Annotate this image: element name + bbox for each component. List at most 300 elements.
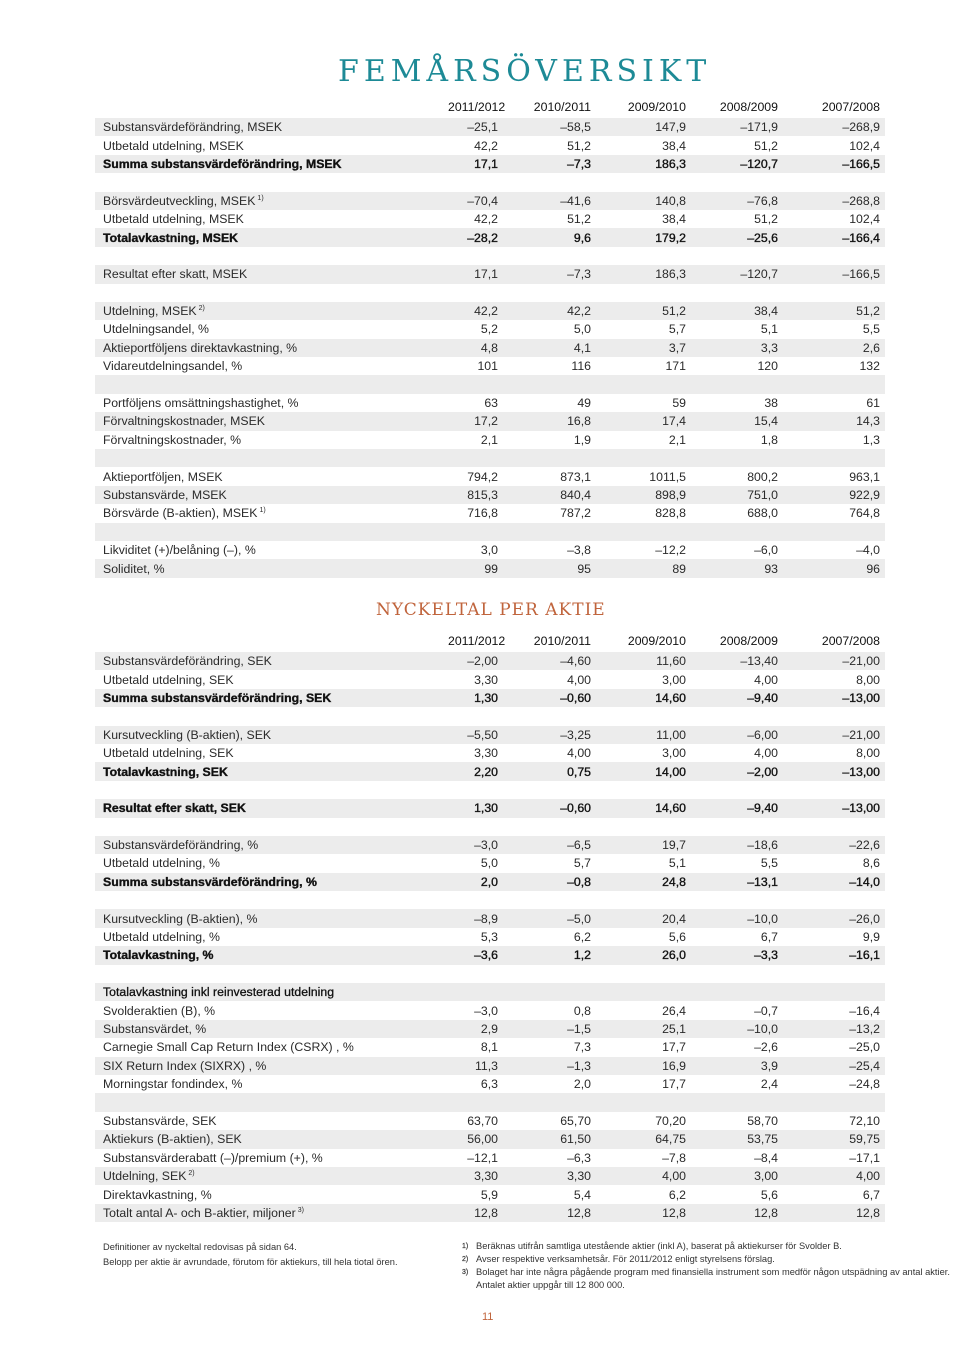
value-cell: –21,00 <box>842 654 880 669</box>
year-header: 2009/2010 <box>627 634 686 648</box>
row-label-text: Förvaltningskostnader, MSEK <box>103 414 265 429</box>
value-cell: 95 <box>577 561 591 576</box>
value-cell: –6,00 <box>747 727 778 742</box>
row-label-text: Utbetald utdelning, MSEK <box>103 138 244 153</box>
row-label <box>95 1114 448 1128</box>
value-cell: 102,4 <box>849 212 880 227</box>
value-cell: 42,2 <box>474 304 498 319</box>
table-row <box>95 284 885 302</box>
value-cell: 828,8 <box>655 506 686 521</box>
year-header: 2007/2008 <box>821 634 880 648</box>
footnote-text: Bolaget har inte några pågående program med finansiella instrument som medför någon utspädning av antal aktier. <box>476 1267 950 1277</box>
row-label-text: Resultat efter skatt, SEK <box>103 801 246 816</box>
footer-note: Definitioner av nyckeltal redovisas på sidan 64. <box>103 1242 297 1252</box>
table-row <box>95 670 885 688</box>
value-cell: 1,2 <box>573 948 591 963</box>
table-row <box>95 228 885 246</box>
footer-notes <box>103 1240 398 1270</box>
value-cell: –28,2 <box>467 230 498 245</box>
value-cell: –6,0 <box>754 543 778 558</box>
row-label <box>95 838 448 852</box>
year-header: 2011/2012 <box>448 100 506 114</box>
table-row <box>95 1185 885 1203</box>
value-cell: 4,00 <box>754 672 778 687</box>
table-row <box>95 412 885 430</box>
value-cell: –6,5 <box>567 838 591 853</box>
value-cell: 65,70 <box>560 1113 591 1128</box>
row-label-text: Utbetald utdelning, % <box>103 930 220 945</box>
value-cell: 3,0 <box>480 543 498 558</box>
row-label-text: Totalavkastning inkl reinvesterad utdelning <box>103 985 335 1000</box>
value-cell: 840,4 <box>560 488 591 502</box>
row-label <box>95 506 448 520</box>
value-cell: 102,4 <box>849 138 880 153</box>
value-cell: 16,9 <box>662 1058 686 1073</box>
row-label-text: Aktiekurs (B-aktien), SEK <box>103 1132 242 1147</box>
value-cell: 93 <box>764 561 778 576</box>
row-label <box>95 139 448 153</box>
row-label-text: Summa substansvärdeförändring, MSEK <box>103 156 342 171</box>
value-cell: 4,00 <box>567 746 591 761</box>
value-cell: 51,2 <box>662 304 686 319</box>
value-cell: –16,4 <box>849 1003 880 1018</box>
row-label-text: Substansvärde, SEK <box>103 1113 217 1128</box>
value-cell: 963,1 <box>849 469 880 484</box>
row-label <box>95 930 448 944</box>
row-label <box>95 341 448 355</box>
value-cell: –7,3 <box>567 267 591 282</box>
value-cell: 14,00 <box>655 764 686 779</box>
value-cell: 9,9 <box>862 930 880 945</box>
value-cell: 120 <box>757 359 778 374</box>
row-label <box>95 304 448 318</box>
table-row <box>95 523 885 541</box>
row-label-text: Substansvärdeförändring, SEK <box>103 654 272 669</box>
value-cell: 4,1 <box>573 340 591 355</box>
value-cell: 17,1 <box>474 267 498 282</box>
row-label <box>95 1040 448 1054</box>
footnote-text: Antalet aktier uppgår till 12 800 000. <box>476 1280 625 1290</box>
table-row <box>95 854 885 872</box>
value-cell: 2,1 <box>480 432 498 447</box>
value-cell: 63,70 <box>467 1113 498 1128</box>
row-label <box>95 985 448 999</box>
footnote <box>462 1279 950 1292</box>
table-row <box>95 1167 885 1185</box>
row-label-text: Utbetald utdelning, SEK <box>103 672 234 687</box>
value-cell: 5,9 <box>480 1187 498 1202</box>
value-cell: 764,8 <box>849 506 880 521</box>
value-cell: 26,4 <box>662 1003 686 1018</box>
row-label <box>95 1022 448 1036</box>
row-label <box>95 765 448 779</box>
row-label-text: Substansvärdeförändring, % <box>103 838 259 853</box>
value-cell: 42,2 <box>474 212 498 227</box>
year-header: 2009/2010 <box>627 100 686 114</box>
value-cell: –4,60 <box>560 654 591 669</box>
table-row <box>95 320 885 338</box>
row-label <box>95 212 448 226</box>
row-label <box>95 1169 448 1183</box>
table-row <box>95 265 885 283</box>
value-cell: –5,50 <box>467 727 498 742</box>
value-cell: 12,8 <box>856 1205 880 1220</box>
row-label <box>95 433 448 447</box>
value-cell: –18,6 <box>747 838 778 853</box>
value-cell: 63 <box>484 396 498 411</box>
value-cell: 12,8 <box>662 1205 686 1220</box>
table-row <box>95 873 885 891</box>
value-cell: 800,2 <box>747 469 778 484</box>
table-row <box>95 781 885 799</box>
footnote <box>462 1266 950 1279</box>
value-cell: –3,0 <box>474 838 498 853</box>
table-row <box>95 192 885 210</box>
value-cell: 3,30 <box>474 1169 498 1184</box>
row-label-text: Börsvärdeutveckling, MSEK <box>103 193 256 208</box>
year-header: 2011/2012 <box>448 634 506 648</box>
table-row <box>95 504 885 522</box>
value-cell: 3,00 <box>662 746 686 761</box>
value-cell: –166,5 <box>842 267 880 282</box>
row-label-text: Totalavkastning, SEK <box>103 764 228 779</box>
footnote-ref: 2) <box>198 305 205 313</box>
table-row <box>95 541 885 559</box>
value-cell: 5,4 <box>573 1187 591 1202</box>
value-cell: –2,00 <box>747 764 778 779</box>
value-cell: 61 <box>866 396 880 411</box>
year-header: 2008/2009 <box>719 634 778 648</box>
value-cell: 6,7 <box>862 1187 880 1202</box>
value-cell: 3,7 <box>668 340 686 355</box>
value-cell: –4,0 <box>856 543 880 558</box>
value-cell: 3,00 <box>662 672 686 687</box>
row-label-text: Totalavkastning, % <box>103 948 214 963</box>
value-cell: 17,7 <box>662 1040 686 1055</box>
row-label-text: Substansvärdet, % <box>103 1022 207 1036</box>
value-cell: 51,2 <box>567 212 591 227</box>
table-row <box>95 1093 885 1111</box>
value-cell: 58,70 <box>747 1113 778 1128</box>
value-cell: –120,7 <box>740 267 778 282</box>
value-cell: 49 <box>577 396 591 411</box>
value-cell: 5,3 <box>480 930 498 945</box>
value-cell: –13,00 <box>842 690 880 705</box>
row-label <box>95 414 448 428</box>
value-cell: –3,3 <box>754 948 778 963</box>
value-cell: –13,40 <box>740 654 778 669</box>
value-cell: –268,9 <box>842 120 880 135</box>
value-cell: 4,00 <box>754 746 778 761</box>
table-row <box>95 762 885 780</box>
table-row <box>95 559 885 577</box>
value-cell: 61,50 <box>560 1132 591 1147</box>
row-label <box>95 856 448 870</box>
value-cell: 5,5 <box>862 322 880 337</box>
value-cell: 5,6 <box>668 930 686 945</box>
value-cell: 38,4 <box>662 212 686 227</box>
value-cell: –5,0 <box>567 911 591 926</box>
value-cell: 51,2 <box>856 304 880 319</box>
value-cell: –12,2 <box>655 543 686 558</box>
table-row <box>95 836 885 854</box>
table-row <box>95 1038 885 1056</box>
row-label <box>95 157 448 171</box>
value-cell: –3,6 <box>474 948 498 963</box>
value-cell: –14,0 <box>849 874 880 889</box>
value-cell: 787,2 <box>560 506 591 521</box>
footnote-text: Avser respektive verksamhetsår. För 2011/2012 enligt styrelsens förslag. <box>476 1254 775 1264</box>
value-cell: 12,8 <box>567 1205 591 1220</box>
value-cell: 5,7 <box>573 856 591 871</box>
value-cell: –2,6 <box>754 1040 778 1055</box>
table-row <box>95 744 885 762</box>
footnote-ref: 1) <box>257 194 264 202</box>
value-cell: –12,1 <box>467 1150 498 1165</box>
row-label <box>95 912 448 926</box>
value-cell: 2,1 <box>668 432 686 447</box>
row-label-text: Summa substansvärdeförändring, SEK <box>103 690 332 705</box>
table-row <box>95 155 885 173</box>
value-cell: 922,9 <box>849 488 880 502</box>
value-cell: 26,0 <box>662 948 686 963</box>
row-label <box>95 120 448 134</box>
row-label <box>95 673 448 687</box>
table-header-row <box>95 630 885 652</box>
year-header: 2010/2011 <box>533 634 591 648</box>
table-row <box>95 1149 885 1167</box>
value-cell: 1,9 <box>573 432 591 447</box>
value-cell: –8,9 <box>474 911 498 926</box>
row-label-text: Aktieportföljen, MSEK <box>103 469 223 484</box>
value-cell: –3,25 <box>560 727 591 742</box>
value-cell: 70,20 <box>655 1113 686 1128</box>
value-cell: 5,7 <box>668 322 686 337</box>
value-cell: 6,7 <box>760 930 778 945</box>
row-label <box>95 470 448 484</box>
value-cell: 11,3 <box>474 1058 498 1073</box>
value-cell: –9,40 <box>747 801 778 816</box>
footnote <box>462 1253 950 1266</box>
value-cell: 5,5 <box>760 856 778 871</box>
row-label-text: Utdelning, SEK <box>103 1169 187 1184</box>
value-cell: 6,2 <box>668 1187 686 1202</box>
value-cell: 72,10 <box>849 1113 880 1128</box>
value-cell: –9,40 <box>747 690 778 705</box>
value-cell: –70,4 <box>467 193 498 208</box>
table-row <box>95 247 885 265</box>
value-cell: –25,1 <box>467 120 498 135</box>
value-cell: 1,30 <box>474 801 498 816</box>
value-cell: 5,1 <box>760 322 778 337</box>
value-cell: –13,00 <box>842 801 880 816</box>
table-row <box>95 909 885 927</box>
value-cell: –2,00 <box>467 654 498 669</box>
value-cell: 42,2 <box>567 304 591 319</box>
value-cell: –1,5 <box>567 1022 591 1036</box>
row-label-text: Likviditet (+)/belåning (–), % <box>103 543 256 558</box>
value-cell: 89 <box>672 561 686 576</box>
value-cell: –22,6 <box>849 838 880 853</box>
table-row <box>95 431 885 449</box>
value-cell: 3,9 <box>760 1058 778 1073</box>
value-cell: –0,7 <box>754 1003 778 1018</box>
value-cell: 898,9 <box>655 488 686 502</box>
row-label <box>95 875 448 889</box>
value-cell: 51,2 <box>754 212 778 227</box>
table-header-row <box>95 96 885 118</box>
value-cell: 873,1 <box>560 469 591 484</box>
value-cell: 59,75 <box>849 1132 880 1147</box>
row-label <box>95 267 448 281</box>
row-label-text: Börsvärde (B-aktien), MSEK <box>103 506 258 521</box>
table-row <box>95 1130 885 1148</box>
footer-note: Belopp per aktie är avrundade, förutom för aktiekurs, till hela tiotal ören. <box>103 1257 398 1267</box>
value-cell: 11,60 <box>656 654 686 669</box>
row-label <box>95 1188 448 1202</box>
footnote-ref: 2) <box>188 1170 195 1178</box>
row-label-text: Totalavkastning, MSEK <box>103 230 239 245</box>
table-row <box>95 357 885 375</box>
value-cell: 815,3 <box>467 488 498 502</box>
value-cell: –0,60 <box>560 690 591 705</box>
table-row <box>95 726 885 744</box>
row-label <box>95 1004 448 1018</box>
value-cell: 17,2 <box>474 414 498 429</box>
row-label <box>95 691 448 705</box>
value-cell: –0,60 <box>560 801 591 816</box>
row-label-text: SIX Return Index (SIXRX) , % <box>103 1058 267 1073</box>
row-label <box>95 562 448 576</box>
value-cell: –26,0 <box>849 911 880 926</box>
value-cell: 1,8 <box>760 432 778 447</box>
footnote-ref: 3) <box>297 1206 304 1214</box>
row-label-text: Summa substansvärdeförändring, % <box>103 874 317 889</box>
row-label <box>95 488 448 502</box>
table-row <box>95 1112 885 1130</box>
value-cell: 9,6 <box>573 230 591 245</box>
value-cell: 17,7 <box>662 1077 686 1092</box>
row-label <box>95 728 448 742</box>
value-cell: 2,20 <box>474 764 498 779</box>
value-cell: 1,30 <box>474 690 498 705</box>
value-cell: 7,3 <box>573 1040 591 1055</box>
row-label <box>95 1151 448 1165</box>
value-cell: 17,1 <box>474 156 498 171</box>
value-cell: –25,6 <box>747 230 778 245</box>
row-label <box>95 396 448 410</box>
value-cell: 147,9 <box>655 120 686 135</box>
value-cell: 56,00 <box>467 1132 498 1147</box>
row-label-text: Utdelning, MSEK <box>103 304 197 319</box>
row-label-text: Utbetald utdelning, % <box>103 856 220 871</box>
value-cell: 751,0 <box>747 488 778 502</box>
table-row <box>95 891 885 909</box>
row-label-text: Direktavkastning, % <box>103 1187 212 1202</box>
table-row <box>95 467 885 485</box>
page-title: FEMÅRSÖVERSIKT <box>338 54 712 89</box>
value-cell: –58,5 <box>560 120 591 135</box>
value-cell: 132 <box>859 359 880 374</box>
value-cell: 1,3 <box>862 432 880 447</box>
row-label-text: Substansvärderabatt (–)/premium (+), % <box>103 1150 323 1165</box>
row-label-text: Totalt antal A- och B-aktier, miljoner <box>103 1205 296 1220</box>
value-cell: 171 <box>665 359 686 374</box>
row-label <box>95 1206 448 1220</box>
row-label <box>95 359 448 373</box>
value-cell: 4,00 <box>567 672 591 687</box>
value-cell: –120,7 <box>740 156 778 171</box>
value-cell: 11,00 <box>656 727 686 742</box>
footnote-number <box>462 1279 476 1292</box>
value-cell: –41,6 <box>560 193 591 208</box>
value-cell: 14,60 <box>655 801 686 816</box>
value-cell: 0,75 <box>567 764 591 779</box>
value-cell: 3,00 <box>754 1169 778 1184</box>
value-cell: –21,00 <box>842 727 880 742</box>
value-cell: –7,8 <box>662 1150 686 1165</box>
value-cell: –268,8 <box>842 193 880 208</box>
year-header: 2007/2008 <box>821 100 880 114</box>
value-cell: 5,0 <box>573 322 591 337</box>
row-label-text: Utbetald utdelning, SEK <box>103 746 234 761</box>
table-row <box>95 946 885 964</box>
value-cell: 12,8 <box>754 1205 778 1220</box>
value-cell: –17,1 <box>849 1150 880 1165</box>
value-cell: 42,2 <box>474 138 498 153</box>
value-cell: –6,3 <box>567 1150 591 1165</box>
value-cell: 25,1 <box>662 1022 686 1036</box>
section-title-key-figures: NYCKELTAL PER AKTIE <box>376 600 606 620</box>
table-row <box>95 449 885 467</box>
row-label-text: Carnegie Small Cap Return Index (CSRX) , % <box>103 1040 354 1055</box>
table-row <box>95 1020 885 1038</box>
table-row <box>95 799 885 817</box>
table-row <box>95 394 885 412</box>
value-cell: 19,7 <box>662 838 686 853</box>
value-cell: –3,8 <box>567 543 591 558</box>
row-label-text: Förvaltningskostnader, % <box>103 432 242 447</box>
table-row <box>95 375 885 393</box>
footnotes <box>462 1240 950 1292</box>
table-row <box>95 136 885 154</box>
value-cell: –0,8 <box>567 874 591 889</box>
footnote-ref: 1) <box>259 507 266 515</box>
row-label <box>95 1077 448 1091</box>
value-cell: 12,8 <box>474 1205 498 1220</box>
value-cell: 38,4 <box>754 304 778 319</box>
value-cell: –25,0 <box>849 1040 880 1055</box>
value-cell: 8,00 <box>856 746 880 761</box>
value-cell: 716,8 <box>467 506 498 521</box>
value-cell: 5,1 <box>668 856 686 871</box>
year-header: 2008/2009 <box>719 100 778 114</box>
value-cell: 14,3 <box>856 414 880 429</box>
value-cell: 794,2 <box>467 469 498 484</box>
value-cell: 64,75 <box>655 1132 686 1147</box>
table-row <box>95 818 885 836</box>
value-cell: 38 <box>764 396 778 411</box>
table-row <box>95 928 885 946</box>
value-cell: 2,9 <box>480 1022 498 1036</box>
row-label-text: Resultat efter skatt, MSEK <box>103 267 248 282</box>
value-cell: 2,0 <box>573 1077 591 1092</box>
table-row <box>95 1075 885 1093</box>
value-cell: 17,4 <box>662 414 686 429</box>
value-cell: 24,8 <box>662 874 686 889</box>
table-row <box>95 1204 885 1222</box>
row-label-text: Portföljens omsättningshastighet, % <box>103 396 299 411</box>
